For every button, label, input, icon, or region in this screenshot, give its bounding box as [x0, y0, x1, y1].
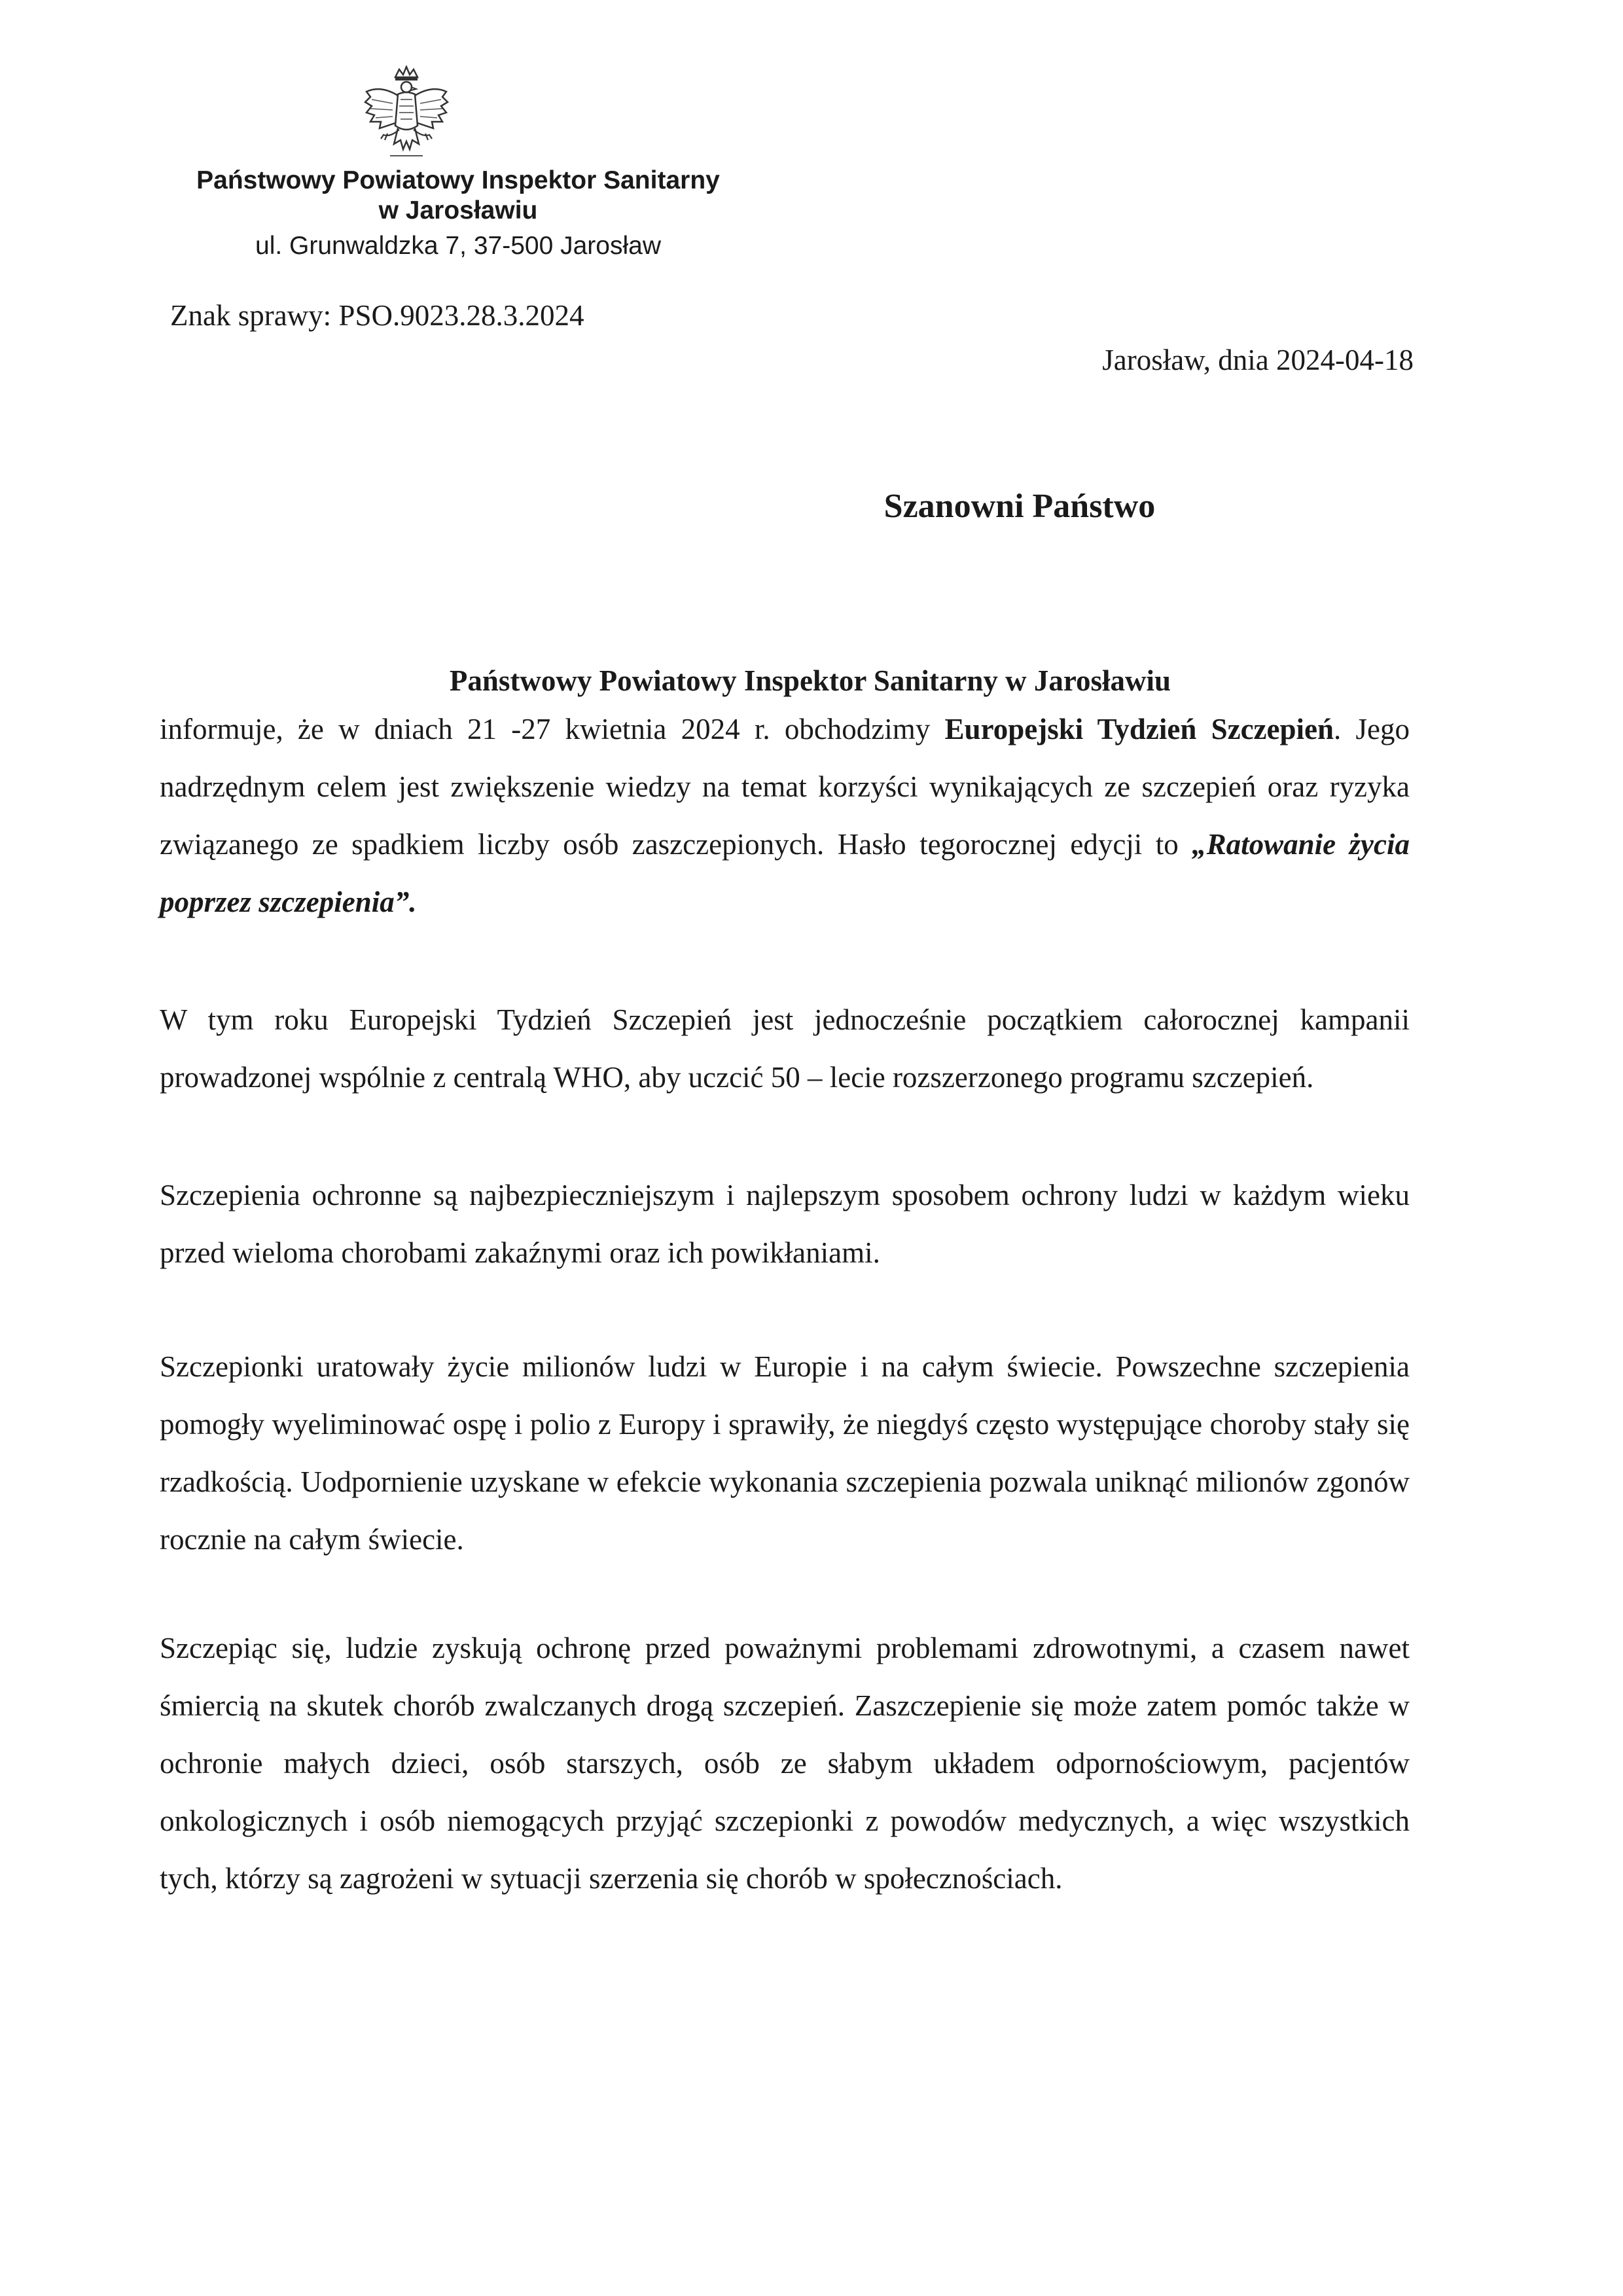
document-date: Jarosław, dnia 2024-04-18 — [1102, 344, 1414, 376]
polish-eagle-emblem-icon — [361, 65, 452, 164]
sender-header — [131, 165, 785, 264]
case-reference: Znak sprawy: PSO.9023.28.3.2024 — [170, 299, 584, 332]
paragraph1-text-before: informuje, że w dniach 21 -27 kwietnia 2024 r. obchodzimy — [160, 713, 945, 745]
organization-address: ul. Grunwaldzka 7, 37-500 Jarosław — [255, 232, 661, 260]
inspector-heading — [0, 662, 1623, 699]
salutation — [0, 486, 1623, 528]
salutation-text: Szanowni Państwo — [883, 488, 1156, 525]
organization-name: Państwowy Powiatowy Inspektor Sanitarny — [196, 166, 720, 194]
paragraph1-highlight: Europejski Tydzień Szczepień — [944, 713, 1334, 745]
paragraph-vaccines-saved-lives — [160, 1338, 1410, 1568]
paragraph4-text: Szczepionki uratowały życie milionów ludzi w Europie i na całym świecie. Powszechne szczepienia pomogły wyeliminować ospę i polio z Europy i sprawiły, że niegdyś często występujące choroby stały się rzadkością. Uodpornienie uzyskane w efekcie wykonania szczepienia pozwala uniknąć milionów zgonów rocznie na całym świecie. — [160, 1350, 1410, 1556]
campaign-slogan: „Ratowanie życia poprzez szczepienia”. — [160, 828, 1410, 918]
paragraph-protective-vaccinations — [160, 1166, 1410, 1282]
paragraph-week-announcement — [160, 700, 1410, 931]
paragraph2-text: W tym roku Europejski Tydzień Szczepień jest jednocześnie początkiem całorocznej kampanii prowadzonej wspólnie z centralą WHO, aby uczcić 50 – lecie rozszerzonego programu szczepień. — [160, 1003, 1410, 1094]
organization-place: w Jarosławiu — [378, 196, 538, 224]
inspector-heading-text: Państwowy Powiatowy Inspektor Sanitarny w Jarosławiu — [449, 664, 1171, 697]
paragraph1-text-middle: . Jego nadrzędnym celem jest zwiększenie wiedzy na temat korzyści wynikających ze szczepień oraz ryzyka związanego ze spadkiem liczby osób zaszczepionych. Hasło tegorocznej edycji to — [160, 713, 1410, 861]
paragraph-protection-benefits — [160, 1619, 1410, 1907]
paragraph-who-campaign — [160, 991, 1410, 1106]
paragraph5-text: Szczepiąc się, ludzie zyskują ochronę przed poważnymi problemami zdrowotnymi, a czasem nawet śmiercią na skutek chorób zwalczanych drogą szczepień. Zaszczepienie się może zatem pomóc także w ochronie małych dzieci, osób starszych, osób ze słabym układem odpornościowym, pacjentów onkologicznych i osób niemogących przyjąć szczepionki z powodów medycznych, a więc wszystkich tych, którzy są zagrożeni w sytuacji szerzenia się chorób w społecznościach. — [160, 1632, 1410, 1895]
paragraph3-text: Szczepienia ochronne są najbezpieczniejszym i najlepszym sposobem ochrony ludzi w każdym wieku przed wieloma chorobami zakaźnymi oraz ich powikłaniami. — [160, 1179, 1410, 1269]
